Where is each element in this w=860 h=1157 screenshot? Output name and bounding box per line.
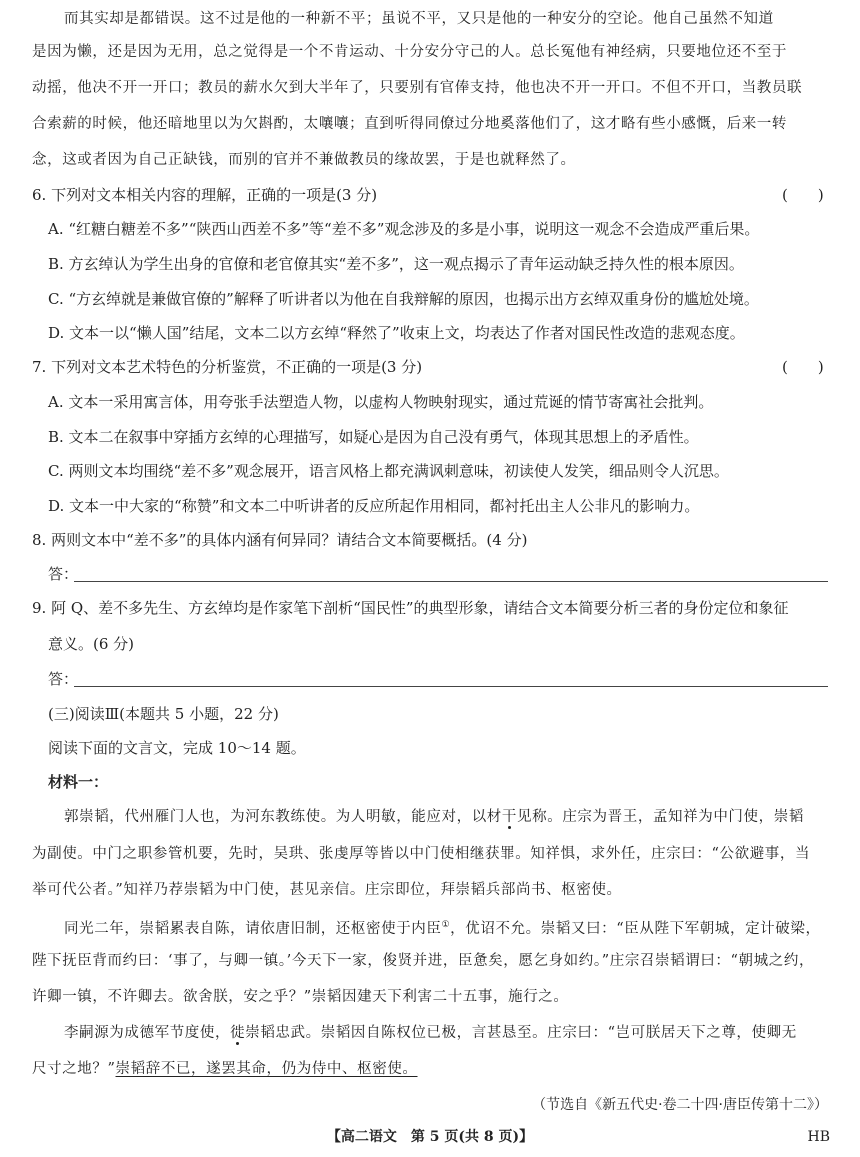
passage-line: 合索薪的时候，他还暗地里以为欠斟酌，太嚷嚷；直到听得同僚过分地奚落他们了，这才略有些小感慨，后来一转 (32, 116, 787, 132)
emphasis-dot-word: 干 (501, 809, 518, 825)
section-instruction: 阅读下面的文言文，完成 10～14 题。 (48, 739, 306, 757)
passage-line: 是因为懒，还是因为无用，总之觉得是一个不肯运动、十分安分守己的人。总长冤他有神经病，只要地位还不至于 (32, 44, 787, 60)
question-7-answer-bracket: ( ) (782, 358, 824, 376)
source-citation: （节选自《新五代史·卷二十四·唐臣传第十二》） (532, 1097, 828, 1113)
classical-text: 李嗣源为成德军节度使， (64, 1025, 231, 1041)
question-6-stem: 6. 下列对文本相关内容的理解，正确的一项是(3 分) (32, 186, 378, 204)
classical-line: 陛下抚臣背而约曰：‘事了，与卿一镇。’今天下一家，俊贤并进，臣惫矣，愿乞身如约。”庄宗召崇韬谓曰：“朝城之约， (32, 953, 815, 969)
question-9-stem-continued: 意义。(6 分) (48, 635, 135, 653)
question-8-answer-line[interactable] (74, 581, 828, 582)
classical-text: 见称。庄宗为晋王，孟知祥为中门使，崇韬 (517, 809, 804, 825)
classical-line (32, 1058, 418, 1080)
footer-code: HB (807, 1129, 830, 1145)
question-7-option-b: B. 文本二在叙事中穿插方玄绰的心理描写，如疑心是因为自己没有勇气，体现其思想上的矛盾性。 (48, 428, 699, 446)
question-7-option-d: D. 文本一中大家的“称赞”和文本二中听讲者的反应所起作用相同，都衬托出主人公非凡的影响力。 (48, 497, 700, 515)
classical-text: 崇韬忠武。崇韬因自陈权位已极，言甚恳至。庄宗曰：“岂可朕居天下之尊，使卿无 (245, 1025, 797, 1041)
section-heading: (三)阅读Ⅲ(本题共 5 小题，22 分) (48, 705, 279, 723)
question-6-option-d: D. 文本一以“懒人国”结尾，文本二以方玄绰“释然了”收束上文，均表达了作者对国民性改造的悲观态度。 (48, 324, 745, 342)
classical-text: 同光二年，崇韬累表自陈，请依唐旧制，还枢密使于内臣 (64, 920, 442, 937)
classical-line: 为副使。中门之职参管机要，先时，吴珙、张虔厚等皆以中门使相继获罪。知祥惧，求外任，庄宗曰：“公欲避事，当 (32, 846, 811, 862)
question-7-option-c: C. 两则文本均围绕“差不多”观念展开，语言风格上都充满讽刺意味，初读使人发笑，细品则令人沉思。 (48, 462, 729, 480)
question-9-stem: 9. 阿 Q、差不多先生、方玄绰均是作家笔下剖析“国民性”的典型形象，请结合文本简要分析三者的身份定位和象征 (32, 599, 789, 617)
material-label: 材料一： (48, 773, 109, 791)
question-8-answer-label: 答： (48, 565, 79, 583)
question-6-option-b: B. 方玄绰认为学生出身的官僚和老官僚其实“差不多”，这一观点揭示了青年运动缺乏持久性的根本原因。 (48, 255, 744, 273)
underlined-sentence: 崇韬辞不已，遂罢其命，仍为侍中、枢密使。 (115, 1061, 418, 1077)
question-8-stem: 8. 两则文本中“差不多”的具体内涵有何异同？请结合文本简要概括。(4 分) (32, 531, 528, 549)
classical-line (64, 914, 821, 940)
classical-line: 许卿一镇，不许卿去。欲舍朕，安之乎？”崇韬因建天下利害二十五事，施行之。 (32, 989, 569, 1005)
passage-line: 而其实却是都错误。这不过是他的一种新不平；虽说不平，又只是他的一种安分的空论。他自己虽然不知道 (64, 11, 774, 27)
page-footer: 【高二语文 第 5 页(共 8 页)】 (326, 1129, 534, 1145)
question-9-answer-line[interactable] (74, 686, 828, 687)
classical-text: ，优诏不允。崇韬又曰：“臣从陛下军朝城，定计破梁， (450, 920, 821, 937)
classical-line (64, 806, 804, 828)
classical-line (64, 1022, 797, 1044)
question-6-option-c: C. “方玄绰就是兼做官僚的”解释了听讲者以为他在自我辩解的原因，也揭示出方玄绰双重身份的尴尬处境。 (48, 290, 759, 308)
classical-text: 尺寸之地？” (32, 1061, 116, 1077)
classical-line: 举可代公者。”知祥乃荐崇韬为中门使，甚见亲信。庄宗即位，拜崇韬兵部尚书、枢密使。 (32, 882, 622, 898)
classical-text: 郭崇韬，代州雁门人也，为河东教练使。为人明敏，能应对，以材 (64, 809, 502, 825)
footnote-marker: ① (441, 920, 451, 930)
question-7-option-a: A. 文本一采用寓言体，用夸张手法塑造人物，以虚构人物映射现实，通过荒诞的情节寄寓社会批判。 (48, 393, 714, 411)
passage-line: 念，这或者因为自己正缺钱，而别的官并不兼做教员的缘故罢，于是也就释然了。 (32, 152, 576, 168)
question-6-option-a: A. “红糖白糖差不多”“陕西山西差不多”等“差不多”观念涉及的多是小事，说明这一观念不会造成严重后果。 (48, 220, 760, 238)
question-6-answer-bracket: ( ) (782, 186, 824, 204)
question-7-stem: 7. 下列对文本艺术特色的分析鉴赏，不正确的一项是(3 分) (32, 358, 423, 376)
question-9-answer-label: 答： (48, 670, 79, 688)
passage-line: 动摇，他决不开一开口；教员的薪水欠到大半年了，只要别有官俸支持，他也决不开一开口。不但不开口，当教员联 (32, 80, 803, 96)
emphasis-dot-word: 徙 (230, 1025, 246, 1041)
